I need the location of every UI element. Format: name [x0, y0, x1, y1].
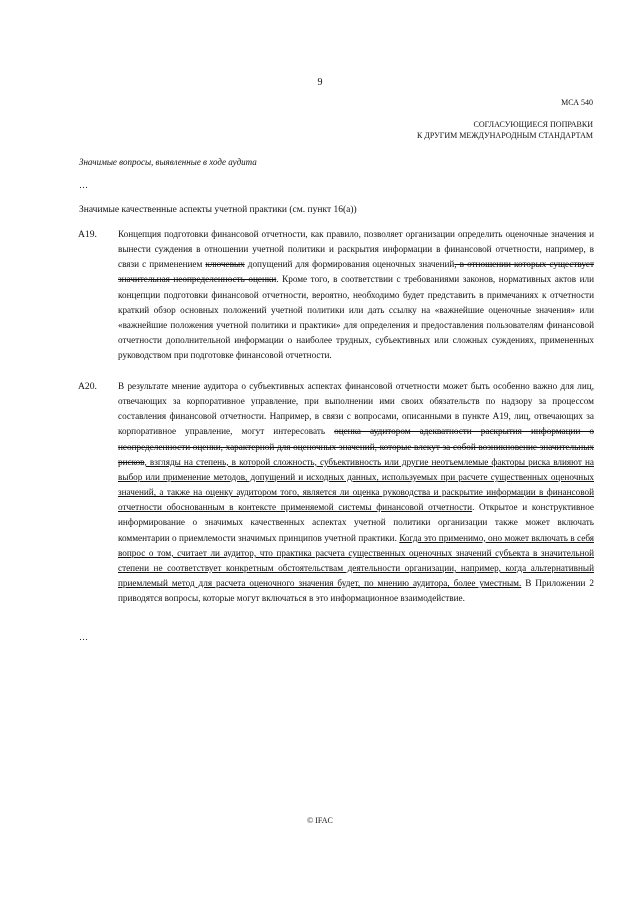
standard-code: МСА 540 [561, 98, 593, 107]
paragraph-number: А20. [78, 381, 97, 392]
paragraph-number: А19. [78, 229, 97, 240]
text-run: Концепция подготовки финансовой отчетности, как правило, позволяет организации определить оценочные значения и вынести суждения в отношении учетной политики и раскрытия информации в финансовой отчетности, например, в связи с применением [118, 229, 594, 270]
deleted-text: оценка аудитором адекватности раскрытия информации о неопределенности оценки, характерной для оценочных значений, которые влекут за собой возникновение значительных рисков [118, 426, 594, 467]
header-title-line2: К ДРУГИМ МЕЖДУНАРОДНЫМ СТАНДАРТАМ [417, 131, 593, 140]
subheading: Значимые качественные аспекты учетной практики (см. пункт 16(а)) [79, 205, 357, 215]
text-run: допущений для формирования оценочных значений [244, 259, 455, 270]
inserted-text: Когда это применимо, оно может включать в себя вопрос о том, считает ли аудитор, что практика расчета существенных оценочных значений субъекта в значительной степени не соответствует конкретным обстоятельствам деятельности организации, например, когда альтернативный приемлемый метод для расчета оценочного значения будет, по мнению аудитора, более уместным. [118, 532, 594, 589]
ellipsis-top: … [79, 180, 89, 190]
header-title [417, 119, 593, 141]
footer-copyright: © IFAC [307, 816, 333, 825]
inserted-text: , взгляды на степень, в которой сложность, субъективность или другие неотъемлемые факторы риска влияют на выбор или применение методов, допущений и исходных данных, используемых при расчете существенных оценочных значений, а также на оценку аудитором того, является ли оценка руководства и раскрытие информации в финансовой отчетности обоснованным в контексте применяемой системы финансовой отчетности [118, 456, 594, 513]
text-run: В Приложении 2 приводятся вопросы, которые могут включаться в это информационное взаимодействие. [118, 578, 594, 604]
paragraph-a20 [78, 379, 594, 606]
header-title-line1: СОГЛАСУЮЩИЕСЯ ПОПРАВКИ [473, 120, 593, 129]
deleted-text: ключевых [205, 259, 245, 270]
deleted-text: , в отношении которых существует значительная неопределенность оценки [118, 259, 595, 285]
page-number: 9 [317, 77, 323, 88]
text-run: В результате мнение аудитора о субъективных аспектах финансовой отчетности может быть особенно важно для лиц, отвечающих за корпоративное управление, при выполнении ими своих обязательств по надзору за процессом составления финансовой отчетности. Например, в связи с вопросами, описанными в пункте А19, лиц, отвечающих за корпоративное управление, могут интересовать [118, 381, 594, 437]
section-title: Значимые вопросы, выявленные в ходе аудита [79, 157, 257, 167]
paragraph-body [118, 379, 594, 606]
paragraph-a19 [78, 227, 594, 363]
ellipsis-bottom: … [79, 632, 89, 642]
text-run: . Кроме того, в соответствии с требованиями законов, нормативных актов или концепции подготовки финансовой отчетности, вероятно, необходимо будет представить в примечаниях к отчетности краткий обзор основных положений учетной политики или дать ссылку на «важнейшие оценочные значения» или «важнейшие положения учетной политики и практики» для определения и предоставления пользователям финансовой отчетности дополнительной информации о наиболее трудных, субъективных или сложных суждениях, примененных руководством при подготовке финансовой отчетности. [118, 274, 594, 361]
text-run: . Открытое и конструктивное информирование о значимых качественных аспектах учетной политики организации также может включать комментарии о приемлемости значимых принципов учетной практики. [118, 502, 594, 543]
paragraph-body [118, 227, 594, 363]
